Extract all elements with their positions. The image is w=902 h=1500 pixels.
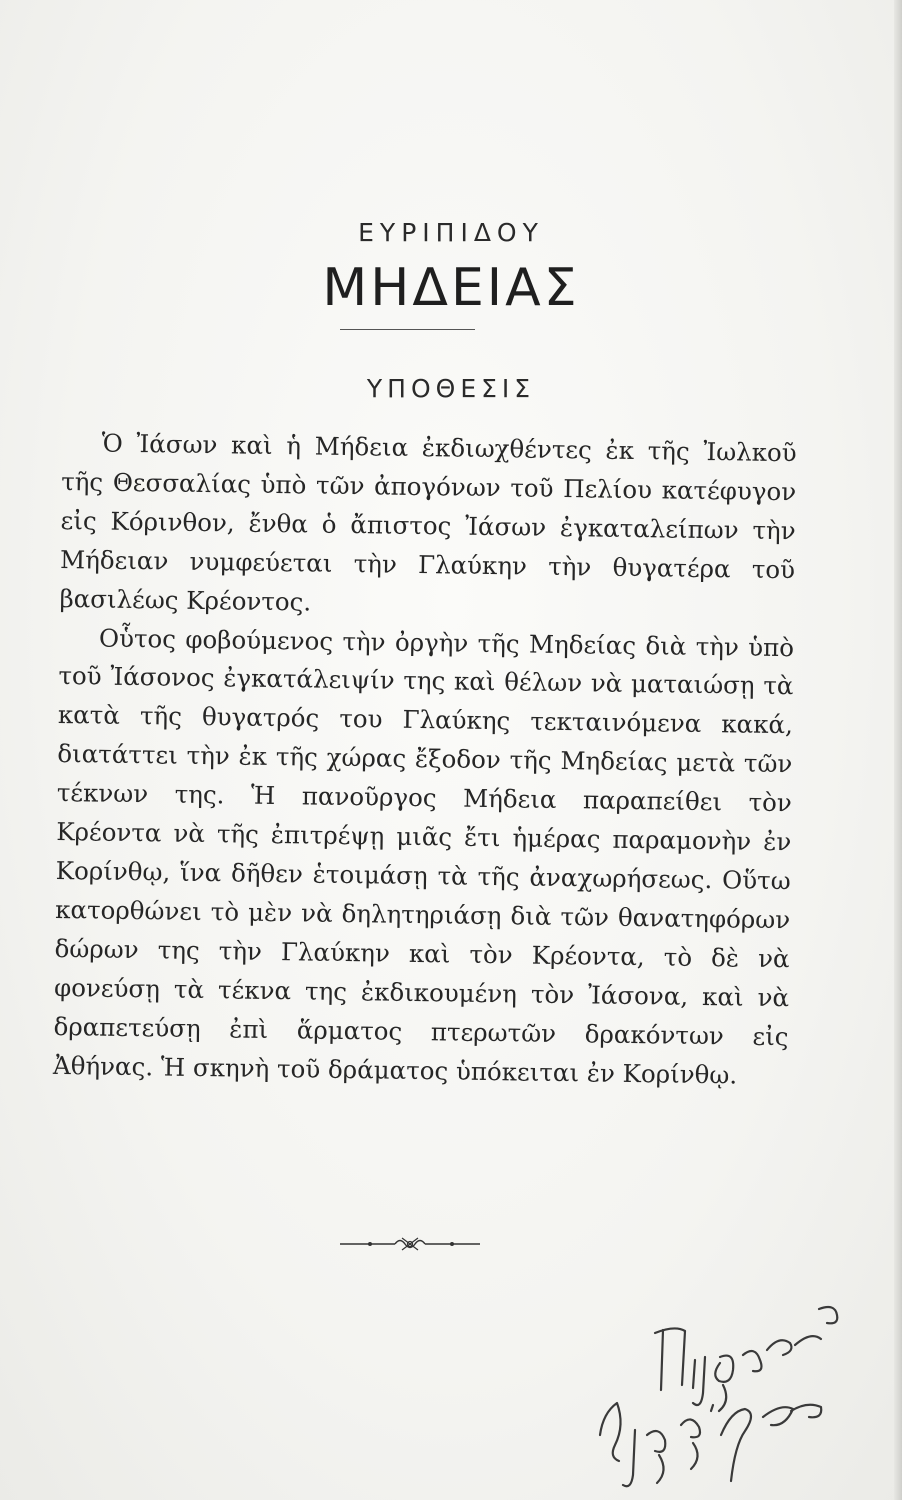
section-title: ΥΠΟΘΕΣΙΣ (366, 374, 536, 403)
play-title: ΜΗΔΕΙΑΣ (322, 258, 580, 318)
author-heading: ΕΥΡΙΠΙΔΟΥ (358, 218, 544, 247)
handwritten-signature (585, 1285, 875, 1495)
ornament-divider-icon (340, 1234, 480, 1254)
synopsis-paragraph-2: Οὗτος φοβούμενος τὴν ὀργὴν τῆς Μηδείας διὰ τὴν ὑπὸ τοῦ Ἰάσονος ἐγκατάλειψίν της καὶ θέλων νὰ ματαιώσῃ τὰ κατὰ τῆς θυγατρός του Γλαύκης τεκταινόμενα κακά, διατάττει τὴν ἐκ τῆς χώρας ἔξοδον τῆς Μηδείας μετὰ τῶν τέκνων της. Ἡ πανοῦργος Μήδεια παραπείθει τὸν Κρέοντα νὰ τῆς ἐπιτρέψῃ μιᾶς ἔτι ἡμέρας παραμονὴν ἐν Κορίνθῳ, ἵνα δῆθεν ἑτοιμάσῃ τὰ τῆς ἀναχωρήσεως. Οὕτω κατορθώνει τὸ μὲν νὰ δηλητηριάσῃ διὰ τῶν θανατηφόρων δώρων της τὴν Γλαύκην καὶ τὸν Κρέοντα, τὸ δὲ νὰ φονεύσῃ τὰ τέκνα της ἐκδικουμένη τὸν Ἰάσονα, καὶ νὰ δραπετεύσῃ ἐπὶ ἅρματος πτερωτῶν δρακόντων εἰς Ἀθήνας. Ἡ σκηνὴ τοῦ δράματος ὑπόκειται ἐν Κορίνθῳ. (52, 623, 795, 1089)
synopsis-text (53, 424, 797, 1096)
title-divider (340, 329, 475, 330)
synopsis-paragraph-1: Ὁ Ἰάσων καὶ ἡ Μήδεια ἐκδιωχθέντες ἐκ τῆς Ἰωλκοῦ τῆς Θεσσαλίας ὑπὸ τῶν ἀπογόνων τοῦ Πελίου κατέφυγον εἰς Κόρινθον, ἔνθα ὁ ἄπιστος Ἰάσων ἐγκαταλείπων τὴν Μήδειαν νυμφεύεται τὴν Γλαύκην τὴν θυγατέρα τοῦ βασιλέως Κρέοντος. (59, 428, 797, 617)
